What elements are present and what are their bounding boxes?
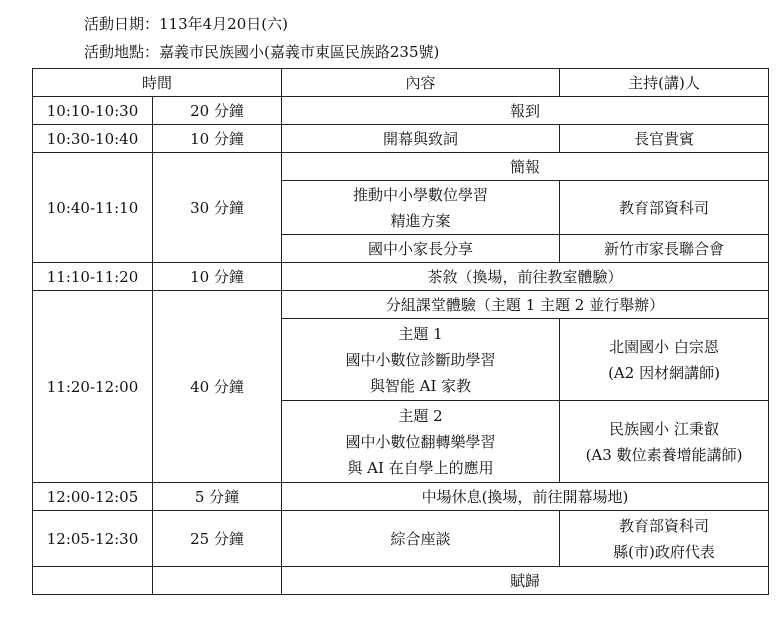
content-cell bbox=[282, 181, 560, 235]
table-row bbox=[33, 153, 769, 181]
content-cell bbox=[282, 401, 560, 483]
duration-cell: 5 分鐘 bbox=[153, 483, 282, 511]
content-cell: 報到 bbox=[282, 97, 769, 125]
host-line: 民族國小 江秉叡 bbox=[609, 419, 719, 438]
activity-date: 活動日期：113年4月20日(六) bbox=[84, 15, 288, 33]
content-line: 國中小數位翻轉樂學習 bbox=[345, 432, 496, 451]
table-row bbox=[33, 291, 769, 319]
time-cell: 10:40-11:10 bbox=[33, 153, 153, 263]
header-row bbox=[33, 69, 769, 97]
host-cell bbox=[560, 319, 769, 401]
host-cell bbox=[560, 401, 769, 483]
table-row bbox=[33, 511, 769, 567]
time-cell: 12:00-12:05 bbox=[33, 483, 153, 511]
header-time: 時間 bbox=[33, 69, 282, 97]
time-cell: 12:05-12:30 bbox=[33, 511, 153, 567]
content-line: 國中小數位診斷助學習 bbox=[345, 350, 496, 369]
duration-cell: 20 分鐘 bbox=[153, 97, 282, 125]
time-cell bbox=[33, 567, 153, 595]
table-row bbox=[33, 483, 769, 511]
time-cell: 10:10-10:30 bbox=[33, 97, 153, 125]
content-cell: 綜合座談 bbox=[282, 511, 560, 567]
table-row bbox=[33, 97, 769, 125]
duration-cell: 10 分鐘 bbox=[153, 125, 282, 153]
host-line: 教育部資科司 bbox=[619, 516, 710, 535]
topic-label: 主題 1 bbox=[398, 324, 443, 343]
host-line: (A2 因材網講師) bbox=[608, 363, 720, 382]
activity-location: 活動地點：嘉義市民族國小(嘉義市東區民族路235號) bbox=[84, 43, 440, 61]
header-content: 內容 bbox=[282, 69, 560, 97]
schedule-table bbox=[32, 68, 769, 595]
content-line: 與 AI 在自學上的應用 bbox=[347, 458, 494, 477]
host-line: 北園國小 白宗恩 bbox=[609, 337, 719, 356]
duration-cell: 10 分鐘 bbox=[153, 263, 282, 291]
host-line: 縣(市)政府代表 bbox=[613, 542, 715, 561]
table-row bbox=[33, 263, 769, 291]
table-row bbox=[33, 567, 769, 595]
table-row bbox=[33, 125, 769, 153]
host-cell bbox=[560, 511, 769, 567]
content-line: 精進方案 bbox=[390, 211, 451, 230]
time-cell: 11:10-11:20 bbox=[33, 263, 153, 291]
header-host: 主持(講)人 bbox=[560, 69, 769, 97]
host-cell: 教育部資科司 bbox=[560, 181, 769, 235]
content-cell bbox=[282, 319, 560, 401]
duration-cell: 30 分鐘 bbox=[153, 153, 282, 263]
topic-label: 主題 2 bbox=[398, 406, 443, 425]
content-line: 與智能 AI 家教 bbox=[369, 376, 472, 395]
host-cell: 新竹市家長聯合會 bbox=[560, 235, 769, 263]
host-cell: 長官貴賓 bbox=[560, 125, 769, 153]
content-cell: 簡報 bbox=[282, 153, 769, 181]
duration-cell: 25 分鐘 bbox=[153, 511, 282, 567]
duration-cell bbox=[153, 567, 282, 595]
time-cell: 11:20-12:00 bbox=[33, 291, 153, 483]
content-cell: 茶敘（換場，前往教室體驗） bbox=[282, 263, 769, 291]
host-line: (A3 數位素養增能講師) bbox=[585, 445, 743, 464]
content-cell: 賦歸 bbox=[282, 567, 769, 595]
content-cell: 中場休息(換場，前往開幕場地) bbox=[282, 483, 769, 511]
content-line: 推動中小學數位學習 bbox=[353, 185, 489, 204]
time-cell: 10:30-10:40 bbox=[33, 125, 153, 153]
content-cell: 開幕與致詞 bbox=[282, 125, 560, 153]
duration-cell: 40 分鐘 bbox=[153, 291, 282, 483]
content-cell: 國中小家長分享 bbox=[282, 235, 560, 263]
content-cell: 分組課堂體驗（主題 1 主題 2 並行舉辦） bbox=[282, 291, 769, 319]
